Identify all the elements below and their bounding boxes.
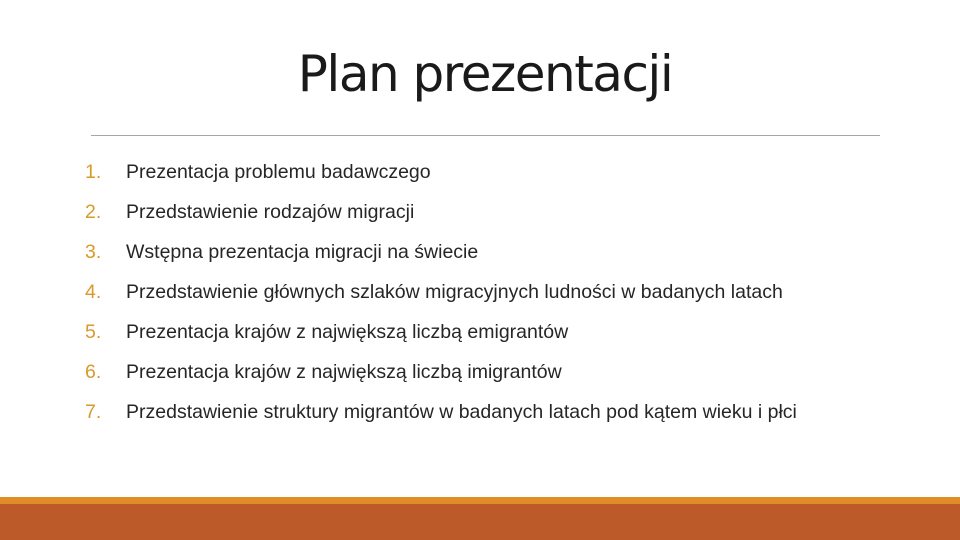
title-divider (91, 135, 880, 136)
list-number: 2. (85, 201, 102, 223)
list-text: Przedstawienie struktury migrantów w badanych latach pod kątem wieku i płci (126, 401, 797, 423)
list-item (85, 320, 875, 344)
list-number: 3. (85, 241, 102, 263)
list-item (85, 280, 875, 304)
list-item (85, 160, 875, 184)
list-item (85, 240, 875, 264)
list-item (85, 200, 875, 224)
list-number: 6. (85, 361, 102, 383)
list-text: Przedstawienie głównych szlaków migracyjnych ludności w badanych latach (126, 281, 783, 303)
list-text: Przedstawienie rodzajów migracji (126, 201, 415, 223)
list-number: 1. (85, 161, 102, 183)
list-text: Prezentacja krajów z największą liczbą imigrantów (126, 361, 562, 383)
footer-accent-strip (0, 497, 960, 504)
list-item (85, 360, 875, 384)
list-number: 7. (85, 401, 102, 423)
list-item (85, 400, 875, 424)
list-text: Wstępna prezentacja migracji na świecie (126, 241, 479, 263)
list-number: 4. (85, 281, 102, 303)
list-number: 5. (85, 321, 102, 343)
slide-title: Plan prezentacji (297, 45, 673, 103)
list-text: Prezentacja problemu badawczego (126, 161, 431, 183)
list-text: Prezentacja krajów z największą liczbą emigrantów (126, 321, 569, 343)
footer-bar (0, 504, 960, 540)
agenda-list (85, 160, 875, 440)
